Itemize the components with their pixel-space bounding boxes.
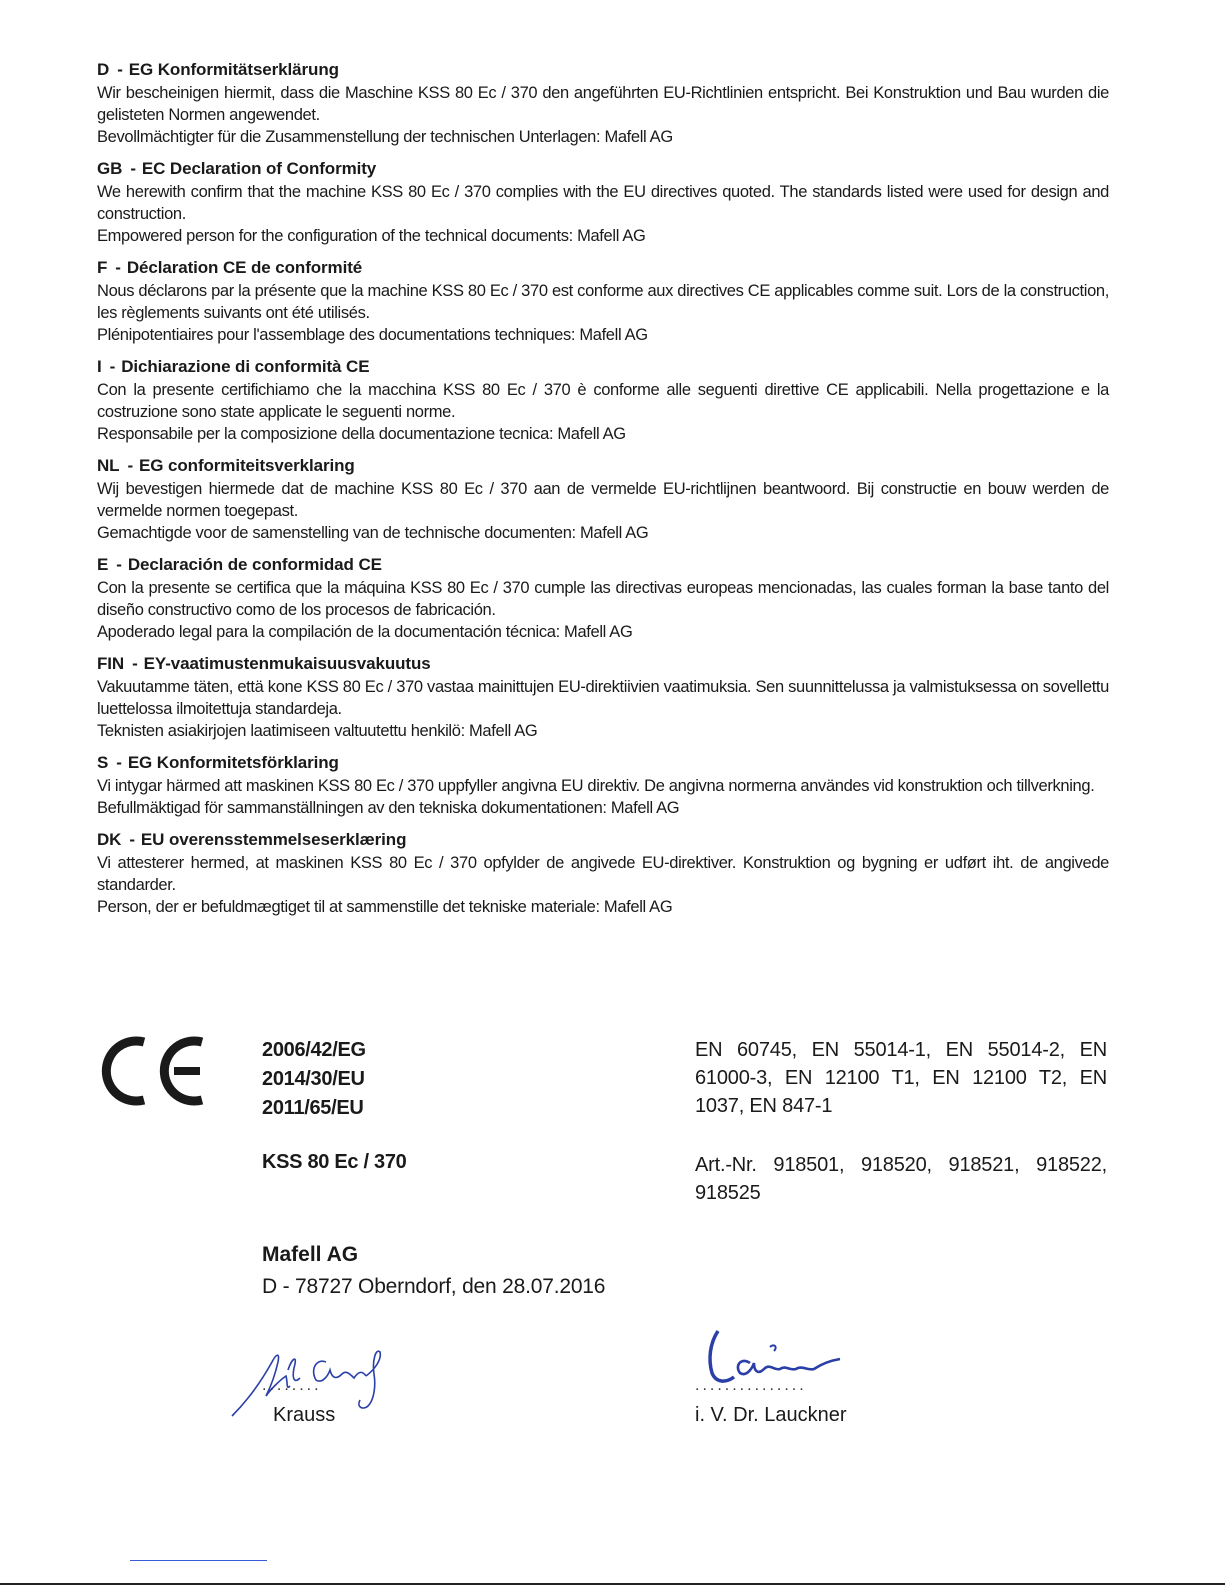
title-separator: - (109, 357, 116, 376)
declaration-section (97, 58, 1109, 148)
declaration-text: Vi intygar härmed att maskinen KSS 80 Ec / 370 uppfyller angivna EU direktiv. De angivna normerna användes vid konstruktion och tillverkning. (97, 777, 1095, 795)
declaration-text: We herewith confirm that the machine KSS 80 Ec / 370 complies with the EU directives quoted. The standards listed were used for design and construction. (97, 183, 1109, 223)
language-code: FIN (97, 654, 125, 673)
declaration-text: Nous déclarons par la présente que la machine KSS 80 Ec / 370 est conforme aux directives CE applicables comme suit. Lors de la construction, les règlements suivants ont été utilisés. (97, 282, 1109, 322)
declarations-list (97, 58, 1109, 927)
authorized-representative: Gemachtigde voor de samenstelling van de technische documenten: Mafell AG (97, 524, 649, 542)
language-code: GB (97, 159, 123, 178)
title-text: Dichiarazione di conformità CE (121, 357, 370, 376)
title-text: Déclaration CE de conformité (126, 258, 363, 277)
declaration-title (97, 355, 1109, 379)
declaration-text: Con la presente certifichiamo che la macchina KSS 80 Ec / 370 è conforme alle seguenti direttive CE applicabili. Nella progettazione e la costruzione sono state applicate le seguenti norme. (97, 381, 1109, 421)
directive-item: 2014/30/EU (262, 1068, 365, 1090)
declaration-section (97, 553, 1109, 643)
company-name: Mafell AG (262, 1243, 359, 1266)
language-code: DK (97, 830, 122, 849)
title-text: Declaración de conformidad CE (127, 555, 382, 574)
authorized-representative: Person, der er befuldmægtiget til at sammenstille det tekniske materiale: Mafell AG (97, 898, 673, 916)
language-code: F (97, 258, 108, 277)
directives-list (262, 1036, 366, 1123)
language-code: D (97, 60, 110, 79)
declaration-title (97, 454, 1109, 478)
authorized-representative: Apoderado legal para la compilación de la documentación técnica: Mafell AG (97, 623, 633, 641)
declaration-section (97, 751, 1109, 819)
authorized-representative: Befullmäktigad för sammanställningen av den tekniska dokumentationen: Mafell AG (97, 799, 680, 817)
title-text: EG conformiteitsverklaring (139, 456, 355, 475)
directive-item: 2006/42/EG (262, 1039, 366, 1061)
article-numbers: Art.-Nr. 918501, 918520, 918521, 918522, 918525 (695, 1154, 1107, 1204)
declaration-title (97, 652, 1109, 676)
authorized-representative: Responsabile per la composizione della documentazione tecnica: Mafell AG (97, 425, 626, 443)
title-separator: - (117, 60, 123, 79)
declaration-title (97, 157, 1109, 181)
model-name: KSS 80 Ec / 370 (262, 1151, 407, 1173)
authorized-representative: Bevollmächtigter für die Zusammenstellung der technischen Unterlagen: Mafell AG (97, 128, 673, 146)
title-separator: - (127, 456, 134, 475)
declaration-text: Wij bevestigen hiermede dat de machine KSS 80 Ec / 370 aan de vermelde EU-richtlijnen beantwoord. Bij constructie en bouw werden de vermelde normen toegepast. (97, 480, 1109, 520)
language-code: I (97, 357, 102, 376)
declaration-title (97, 553, 1109, 577)
declaration-text: Wir bescheinigen hiermit, dass die Maschine KSS 80 Ec / 370 den angeführten EU-Richtlinien entspricht. Bei Konstruktion und Bau wurden die gelisteten Normen angewendet. (97, 84, 1109, 124)
declaration-text: Con la presente se certifica que la máquina KSS 80 Ec / 370 cumple las directivas europeas mencionadas, las cuales forman la base tanto del diseño constructivo como de los procesos de fabricación. (97, 579, 1109, 619)
title-text: EY-vaatimustenmukaisuusvakuutus (143, 654, 431, 673)
title-separator: - (132, 654, 138, 673)
bottom-link-underline (130, 1560, 267, 1561)
declaration-title (97, 256, 1109, 280)
language-code: E (97, 555, 109, 574)
title-text: EC Declaration of Conformity (141, 159, 377, 178)
standards-list: EN 60745, EN 55014-1, EN 55014-2, EN 61000-3, EN 12100 T1, EN 12100 T2, EN 1037, EN 847-1 (695, 1039, 1107, 1117)
signer-name-left: Krauss (273, 1404, 336, 1426)
directive-item: 2011/65/EU (262, 1097, 364, 1119)
place-and-date: D - 78727 Oberndorf, den 28.07.2016 (262, 1275, 606, 1298)
declaration-section (97, 256, 1109, 346)
title-separator: - (115, 258, 121, 277)
declaration-title (97, 751, 1109, 775)
signer-name-right: i. V. Dr. Lauckner (695, 1404, 847, 1426)
declaration-section (97, 652, 1109, 742)
authorized-representative: Empowered person for the configuration of the technical documents: Mafell AG (97, 227, 646, 245)
declaration-section (97, 157, 1109, 247)
title-text: EG Konformitätserklärung (128, 60, 339, 79)
ce-mark-icon (98, 1032, 208, 1110)
declaration-text: Vakuutamme täten, että kone KSS 80 Ec / 370 vastaa mainittujen EU-direktiivien vaatimuksia. Sen suunnittelussa ja valmistuksessa on sovellettu luettelossa ilmoitettuja standardeja. (97, 678, 1109, 718)
signature-line-right: ............... (695, 1377, 807, 1394)
declaration-title (97, 828, 1109, 852)
authorized-representative: Teknisten asiakirjojen laatimiseen valtuutettu henkilö: Mafell AG (97, 722, 538, 740)
title-separator: - (116, 753, 122, 772)
title-text: EU overensstemmelseserklæring (140, 830, 407, 849)
title-text: EG Konformitetsförklaring (127, 753, 339, 772)
language-code: NL (97, 456, 120, 475)
authorized-representative: Plénipotentiaires pour l'assemblage des documentations techniques: Mafell AG (97, 326, 648, 344)
declaration-section (97, 828, 1109, 918)
signature-line-left: ........ (262, 1377, 322, 1394)
declaration-section (97, 355, 1109, 445)
title-separator: - (116, 555, 122, 574)
declaration-text: Vi attesterer hermed, at maskinen KSS 80 Ec / 370 opfylder de angivede EU-direktiver. Konstruktion og bygning er udført iht. de angivede standarder. (97, 854, 1109, 894)
title-separator: - (129, 830, 135, 849)
declaration-section (97, 454, 1109, 544)
title-separator: - (130, 159, 136, 178)
language-code: S (97, 753, 109, 772)
declaration-title (97, 58, 1109, 82)
